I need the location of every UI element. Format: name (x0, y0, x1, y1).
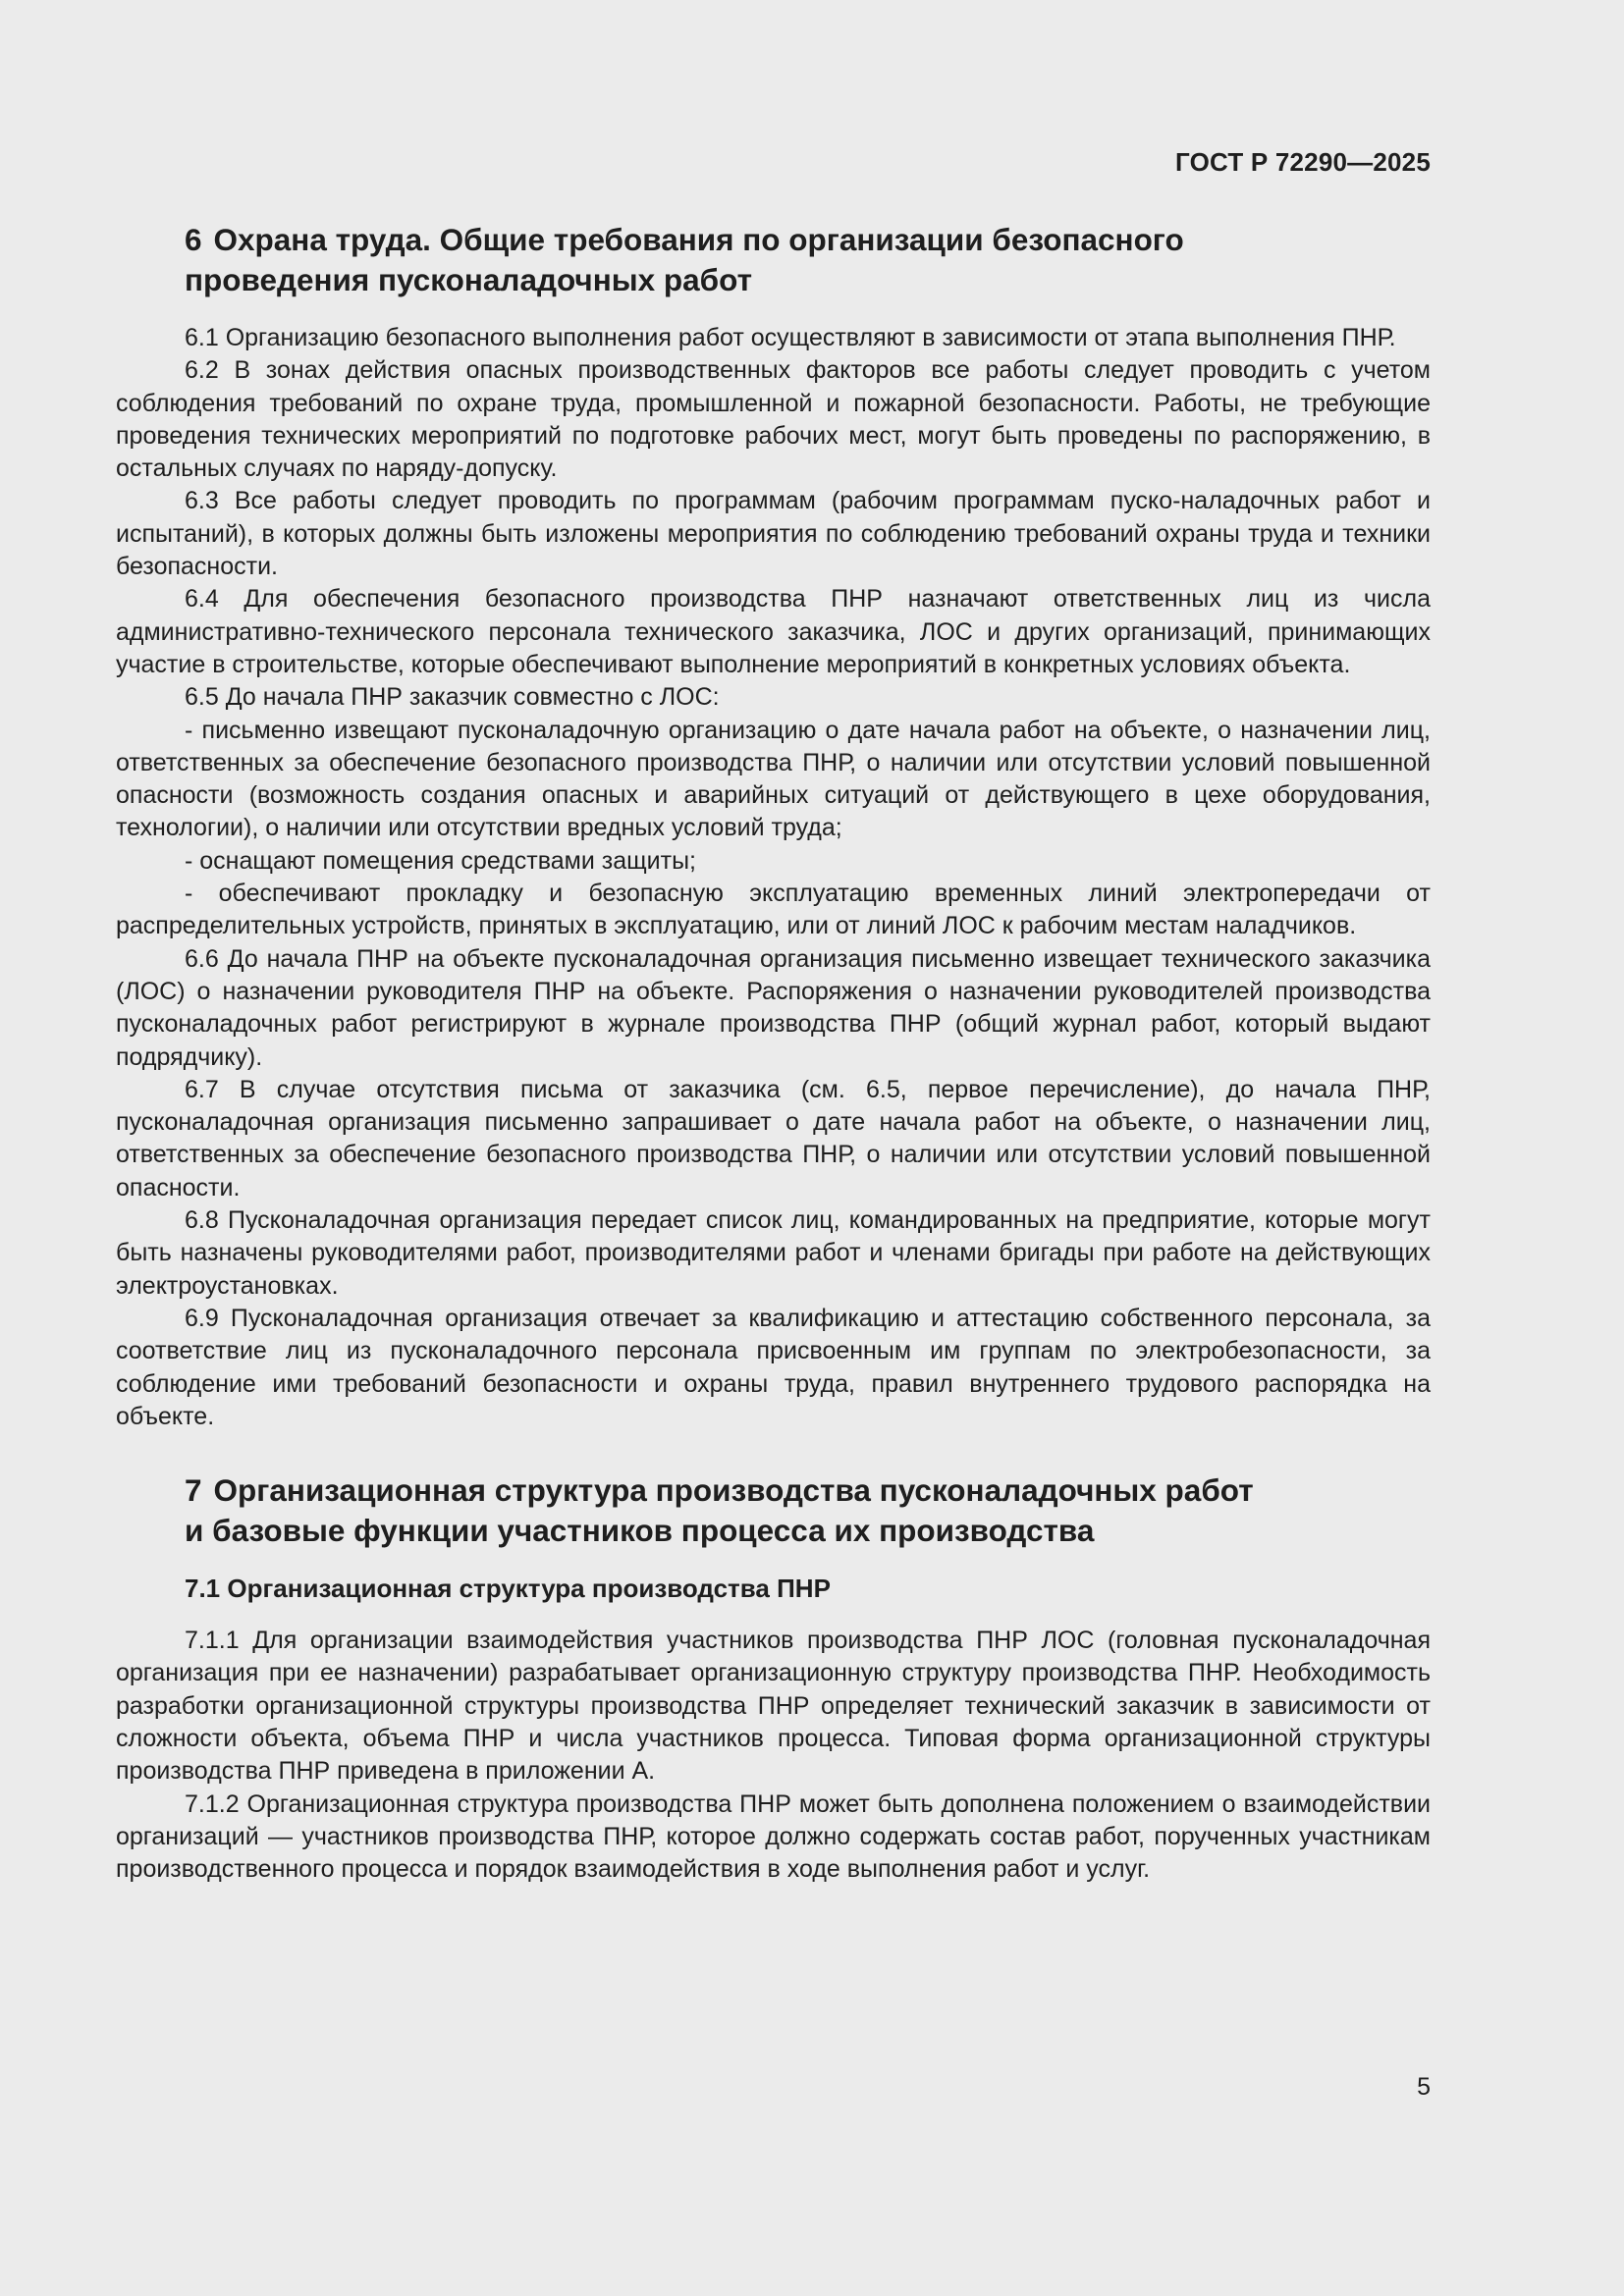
paragraph-6-7: 6.7 В случае отсутствия письма от заказчика (см. 6.5, первое перечисление), до начала ПНР, пусконаладочная организация письменно запрашивает о дате начала работ на объекте, о назначении лиц, ответственных за обеспечение безопасного производства ПНР, о наличии или отсутствии условий повышенной опасности. (116, 1075, 1431, 1201)
section-6-number: 6 (185, 222, 202, 257)
section-6-title-line2: проведения пусконаладочных работ (185, 262, 752, 297)
list-item-6-5-2: - оснащают помещения средствами защиты; (185, 846, 696, 875)
section-7-title-line1: Организационная структура производства пусконаладочных работ (213, 1472, 1254, 1509)
paragraph-7-1-1: 7.1.1 Для организации взаимодействия участников производства ПНР ЛОС (головная пусконаладочная организация при ее назначении) разрабатывает организационную структуру производства ПНР. Необходимость разработки организационной структуры производства ПНР определяет технический заказчик в зависимости от сложности объекта, объема ПНР и числа участников процесса. Типовая форма организационной структуры производства ПНР приведена в приложении А. (116, 1627, 1431, 1786)
section-7-heading (185, 1470, 1431, 1551)
section-7-number: 7 (185, 1472, 202, 1509)
section-7-title-line2: и базовые функции участников процесса их производства (185, 1513, 1095, 1549)
page-content (116, 220, 1431, 1886)
paragraph-6-5: 6.5 До начала ПНР заказчик совместно с ЛОС: (185, 683, 720, 712)
section-6-heading (185, 220, 1431, 300)
paragraph-6-6: 6.6 До начала ПНР на объекте пусконаладочная организация письменно извещает технического заказчика (ЛОС) о назначении руководителя ПНР на объекте. Распоряжения о назначении руководителей производства пусконаладочных работ регистрируют в журнале производства ПНР (общий журнал работ, который выдают подрядчику). (116, 944, 1431, 1071)
paragraph-6-2: 6.2 В зонах действия опасных производственных факторов все работы следует проводить с учетом соблюдения требований по охране труда, промышленной и пожарной безопасности. Работы, не требующие проведения технических мероприятий по подготовке рабочих мест, могут быть проведены по распоряжению, в остальных случаях по наряду-допуску. (116, 356, 1431, 483)
paragraph-6-8: 6.8 Пусконаладочная организация передает список лиц, командированных на предприятие, которые могут быть назначены руководителями работ, производителями работ и членами бригады при работе на действующих электроустановках. (116, 1206, 1431, 1300)
section-6-body (116, 322, 1431, 1433)
paragraph-6-9: 6.9 Пусконаладочная организация отвечает за квалификацию и аттестацию собственного персонала, за соответствие лиц из пусконаладочного персонала присвоенным им группам по электробезопасности, за соблюдение ими требований безопасности и охраны труда, правил внутреннего трудового распорядка на объекте. (116, 1304, 1431, 1430)
section-7-body (116, 1625, 1431, 1886)
paragraph-6-3: 6.3 Все работы следует проводить по программам (рабочим программам пуско-наладочных работ и испытаний), в которых должны быть изложены мероприятия по соблюдению требований охраны труда и техники безопасности. (116, 487, 1431, 581)
paragraph-6-1: 6.1 Организацию безопасного выполнения работ осуществляют в зависимости от этапа выполнения ПНР. (185, 324, 1396, 351)
list-item-6-5-1: - письменно извещают пусконаладочную организацию о дате начала работ на объекте, о назначении лиц, ответственных за обеспечение безопасного производства ПНР, о наличии или отсутствии условий повышенной опасности (возможность создания опасных и аварийных ситуаций от действующего в цехе оборудования, технологии), о наличии или отсутствии вредных условий труда; (116, 716, 1431, 842)
document-code: ГОСТ Р 72290—2025 (1175, 147, 1431, 177)
list-item-6-5-3: - обеспечивают прокладку и безопасную эксплуатацию временных линий электропередачи от распределительных устройств, принятых в эксплуатацию, или от линий ЛОС к рабочим местам наладчиков. (116, 880, 1431, 940)
page-number: 5 (1417, 2073, 1431, 2101)
paragraph-6-4: 6.4 Для обеспечения безопасного производства ПНР назначают ответственных лиц из числа административно-технического персонала технического заказчика, ЛОС и других организаций, принимающих участие в строительстве, которые обеспечивают выполнение мероприятий в конкретных условиях объекта. (116, 585, 1431, 678)
paragraph-7-1-2: 7.1.2 Организационная структура производства ПНР может быть дополнена положением о взаимодействии организаций — участников производства ПНР, которое должно содержать состав работ, порученных участникам производственного процесса и порядок взаимодействия в ходе выполнения работ и услуг. (116, 1789, 1431, 1884)
subsection-7-1-heading: 7.1 Организационная структура производства ПНР (185, 1574, 831, 1604)
section-6-title-line1: Охрана труда. Общие требования по организации безопасного (213, 222, 1184, 257)
